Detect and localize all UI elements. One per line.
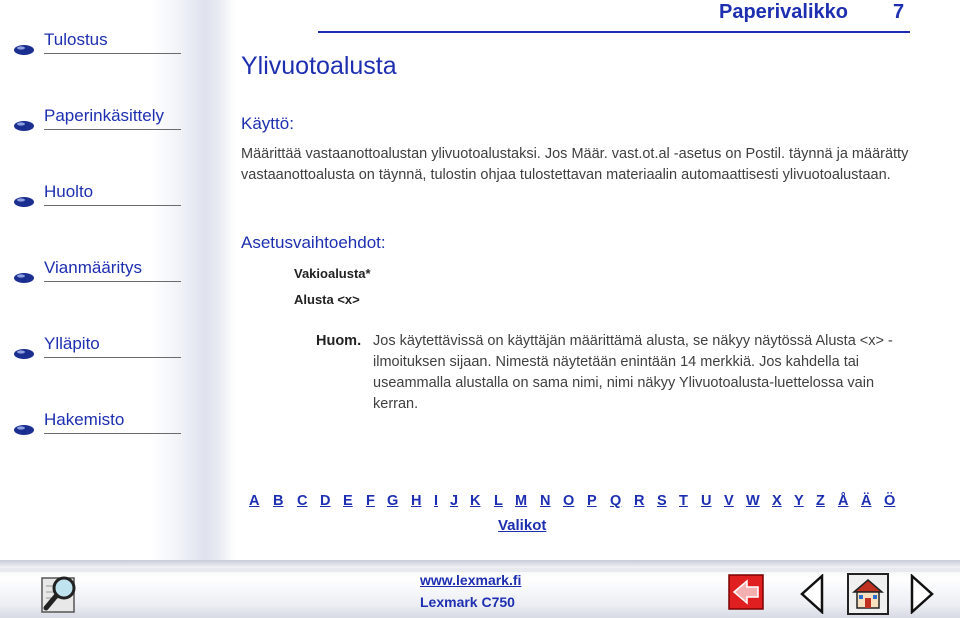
index-letter-i[interactable]: I <box>434 493 439 509</box>
previous-page-icon[interactable] <box>800 574 824 614</box>
index-letter-b[interactable]: B <box>273 493 284 509</box>
options-heading: Asetusvaihtoehdot: <box>241 233 386 252</box>
divider <box>44 281 181 282</box>
note-text: Jos käytettävissä on käyttäjän määrittämä alusta, se näkyy näytössä Alusta <x> -ilmoituksen sijaan. Nimestä näytetään enintään 14 merkkiä. Jos kahdella tai useammalla alustalla on sama nimi, nimi näkyy Ylivuotoalusta-luettelossa vain kerran. <box>373 333 893 412</box>
sidebar-item-label: Tulostus <box>44 30 108 49</box>
website-link[interactable]: www.lexmark.fi <box>420 572 522 588</box>
divider <box>44 205 181 206</box>
page-number: 7 <box>893 1 905 23</box>
index-letter-y[interactable]: Y <box>794 493 804 509</box>
sidebar-item-yllapito[interactable] <box>0 328 190 368</box>
index-letter-r[interactable]: R <box>634 493 645 509</box>
home-icon[interactable] <box>844 570 892 616</box>
option-item: Vakioalusta* <box>294 266 371 281</box>
sidebar-item-label: Vianmääritys <box>44 258 142 277</box>
sidebar-item-huolto[interactable] <box>0 176 190 216</box>
index-letter-g[interactable]: G <box>387 493 399 509</box>
index-letter-c[interactable]: C <box>297 493 308 509</box>
sidebar-item-vianmaaritys[interactable] <box>0 252 190 292</box>
index-letter-x[interactable]: X <box>772 493 782 509</box>
header-rule <box>318 31 910 33</box>
index-letter-v[interactable]: V <box>724 493 734 509</box>
index-letter-p[interactable]: P <box>587 493 597 509</box>
sidebar-item-hakemisto[interactable] <box>0 404 190 444</box>
sidebar-item-label: Ylläpito <box>44 334 100 353</box>
page-title: Ylivuotoalusta <box>241 52 397 80</box>
bullet-icon <box>13 272 35 284</box>
index-letter-d[interactable]: D <box>320 493 331 509</box>
sidebar-item-label: Paperinkäsittely <box>44 106 165 125</box>
index-letter-s[interactable]: S <box>657 493 667 509</box>
index-letter-a-ring[interactable]: Å <box>838 493 849 509</box>
sidebar-item-label: Huolto <box>44 182 94 201</box>
next-page-icon[interactable] <box>910 574 934 614</box>
printer-model: Lexmark C750 <box>420 594 515 610</box>
option-item: Alusta <x> <box>294 292 360 307</box>
sidebar-item-label: Hakemisto <box>44 410 125 429</box>
bullet-icon <box>13 424 35 436</box>
bullet-icon <box>13 348 35 360</box>
note-label: Huom. <box>316 333 362 349</box>
index-letter-a-umlaut[interactable]: Ä <box>861 493 872 509</box>
index-letter-o[interactable]: O <box>563 493 575 509</box>
index-letter-w[interactable]: W <box>746 493 760 509</box>
usage-text: Määrittää vastaanottoalustan ylivuotoalustaksi. Jos Määr. vast.ot.al -asetus on Postil. täynnä ja määrätty vastaanottoalusta on täynnä, tulostin ohjaa tulostettavan materiaalin automaattisesti ylivuotoalustaan. <box>241 146 909 183</box>
index-letter-l[interactable]: L <box>494 493 503 509</box>
index-letter-n[interactable]: N <box>540 493 551 509</box>
bullet-icon <box>13 196 35 208</box>
search-icon[interactable] <box>40 570 86 616</box>
menus-link[interactable]: Valikot <box>498 517 547 534</box>
divider <box>44 433 181 434</box>
index-letter-a[interactable]: A <box>249 493 260 509</box>
usage-heading: Käyttö: <box>241 114 294 133</box>
sidebar-item-tulostus[interactable] <box>0 24 190 64</box>
sidebar <box>0 0 235 560</box>
index-letter-e[interactable]: E <box>343 493 353 509</box>
index-letter-h[interactable]: H <box>411 493 422 509</box>
index-letter-z[interactable]: Z <box>816 493 825 509</box>
index-letter-u[interactable]: U <box>701 493 712 509</box>
bullet-icon <box>13 120 35 132</box>
index-letter-k[interactable]: K <box>470 493 481 509</box>
index-letter-o-umlaut[interactable]: Ö <box>884 493 896 509</box>
divider <box>44 129 181 130</box>
section-link[interactable]: Paperivalikko <box>719 1 848 23</box>
bullet-icon <box>13 44 35 56</box>
divider <box>44 53 181 54</box>
index-letter-f[interactable]: F <box>366 493 375 509</box>
sidebar-item-paperinkasittely[interactable] <box>0 100 190 140</box>
index-letter-m[interactable]: M <box>515 493 528 509</box>
back-arrow-icon[interactable] <box>728 574 764 610</box>
index-letter-t[interactable]: T <box>679 493 688 509</box>
divider <box>44 357 181 358</box>
index-letter-j[interactable]: J <box>450 493 459 509</box>
index-letter-q[interactable]: Q <box>610 493 622 509</box>
